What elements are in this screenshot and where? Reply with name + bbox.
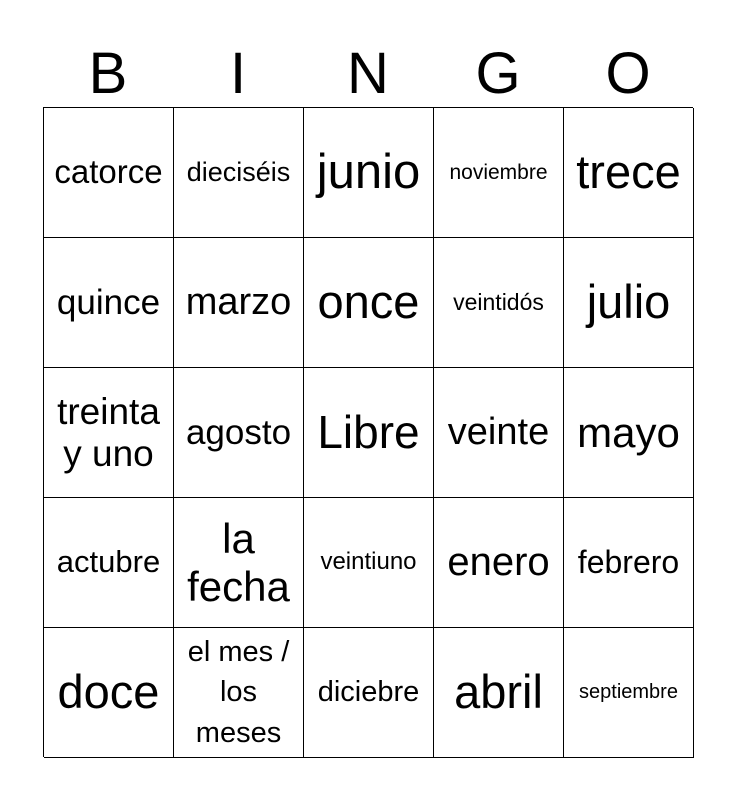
cell-label: la fecha bbox=[187, 515, 290, 610]
bingo-cell[interactable] bbox=[434, 498, 564, 628]
bingo-cell[interactable] bbox=[304, 628, 434, 758]
cell-label: el mes / los meses bbox=[187, 635, 290, 749]
bingo-cell[interactable] bbox=[564, 628, 694, 758]
cell-label: enero bbox=[447, 540, 550, 585]
bingo-cell[interactable] bbox=[304, 498, 434, 628]
cell-label: treinta y uno bbox=[57, 391, 160, 474]
bingo-cell[interactable] bbox=[174, 368, 304, 498]
header-letter-i: I bbox=[229, 41, 247, 106]
bingo-free-cell[interactable] bbox=[304, 368, 434, 498]
bingo-cell[interactable] bbox=[434, 368, 564, 498]
cell-label: febrero bbox=[577, 543, 680, 580]
cell-label: abril bbox=[454, 665, 543, 719]
cell-label: catorce bbox=[54, 153, 163, 191]
bingo-cell[interactable] bbox=[564, 238, 694, 368]
bingo-cell[interactable] bbox=[44, 238, 174, 368]
cell-label: diciebre bbox=[317, 676, 420, 709]
bingo-cell[interactable] bbox=[434, 628, 564, 758]
bingo-cell[interactable] bbox=[174, 498, 304, 628]
header-letter-n: N bbox=[347, 41, 389, 106]
bingo-cell[interactable] bbox=[174, 108, 304, 238]
bingo-header bbox=[43, 40, 693, 108]
cell-label: noviembre bbox=[449, 160, 548, 184]
bingo-cell[interactable] bbox=[304, 238, 434, 368]
bingo-cell[interactable] bbox=[434, 108, 564, 238]
cell-label: agosto bbox=[185, 412, 292, 452]
header-letter-o: O bbox=[605, 41, 651, 106]
cell-label: quince bbox=[56, 282, 161, 322]
cell-label: trece bbox=[576, 145, 681, 199]
bingo-cell[interactable] bbox=[44, 498, 174, 628]
bingo-cell[interactable] bbox=[564, 498, 694, 628]
bingo-cell[interactable] bbox=[44, 368, 174, 498]
cell-label: septiembre bbox=[579, 681, 678, 704]
bingo-cell[interactable] bbox=[44, 628, 174, 758]
bingo-cell[interactable] bbox=[174, 238, 304, 368]
cell-label: once bbox=[317, 275, 420, 329]
bingo-cell[interactable] bbox=[174, 628, 304, 758]
cell-label: veinte bbox=[447, 411, 550, 454]
cell-label: dieciséis bbox=[186, 157, 291, 188]
cell-label: veintiuno bbox=[320, 548, 417, 576]
header-letter-b: B bbox=[88, 41, 128, 106]
free-space-label: Libre bbox=[317, 405, 420, 458]
bingo-card-grid bbox=[43, 107, 693, 757]
cell-label: julio bbox=[586, 275, 671, 329]
bingo-cell[interactable] bbox=[434, 238, 564, 368]
cell-label: junio bbox=[316, 145, 421, 200]
bingo-cell[interactable] bbox=[304, 108, 434, 238]
cell-label: mayo bbox=[577, 408, 680, 456]
cell-label: doce bbox=[57, 665, 160, 719]
bingo-cell[interactable] bbox=[564, 108, 694, 238]
header-letter-g: G bbox=[475, 41, 521, 106]
cell-label: veintidós bbox=[453, 288, 544, 315]
cell-label: actubre bbox=[56, 544, 161, 580]
bingo-cell[interactable] bbox=[44, 108, 174, 238]
cell-label: marzo bbox=[185, 281, 292, 324]
bingo-cell[interactable] bbox=[564, 368, 694, 498]
